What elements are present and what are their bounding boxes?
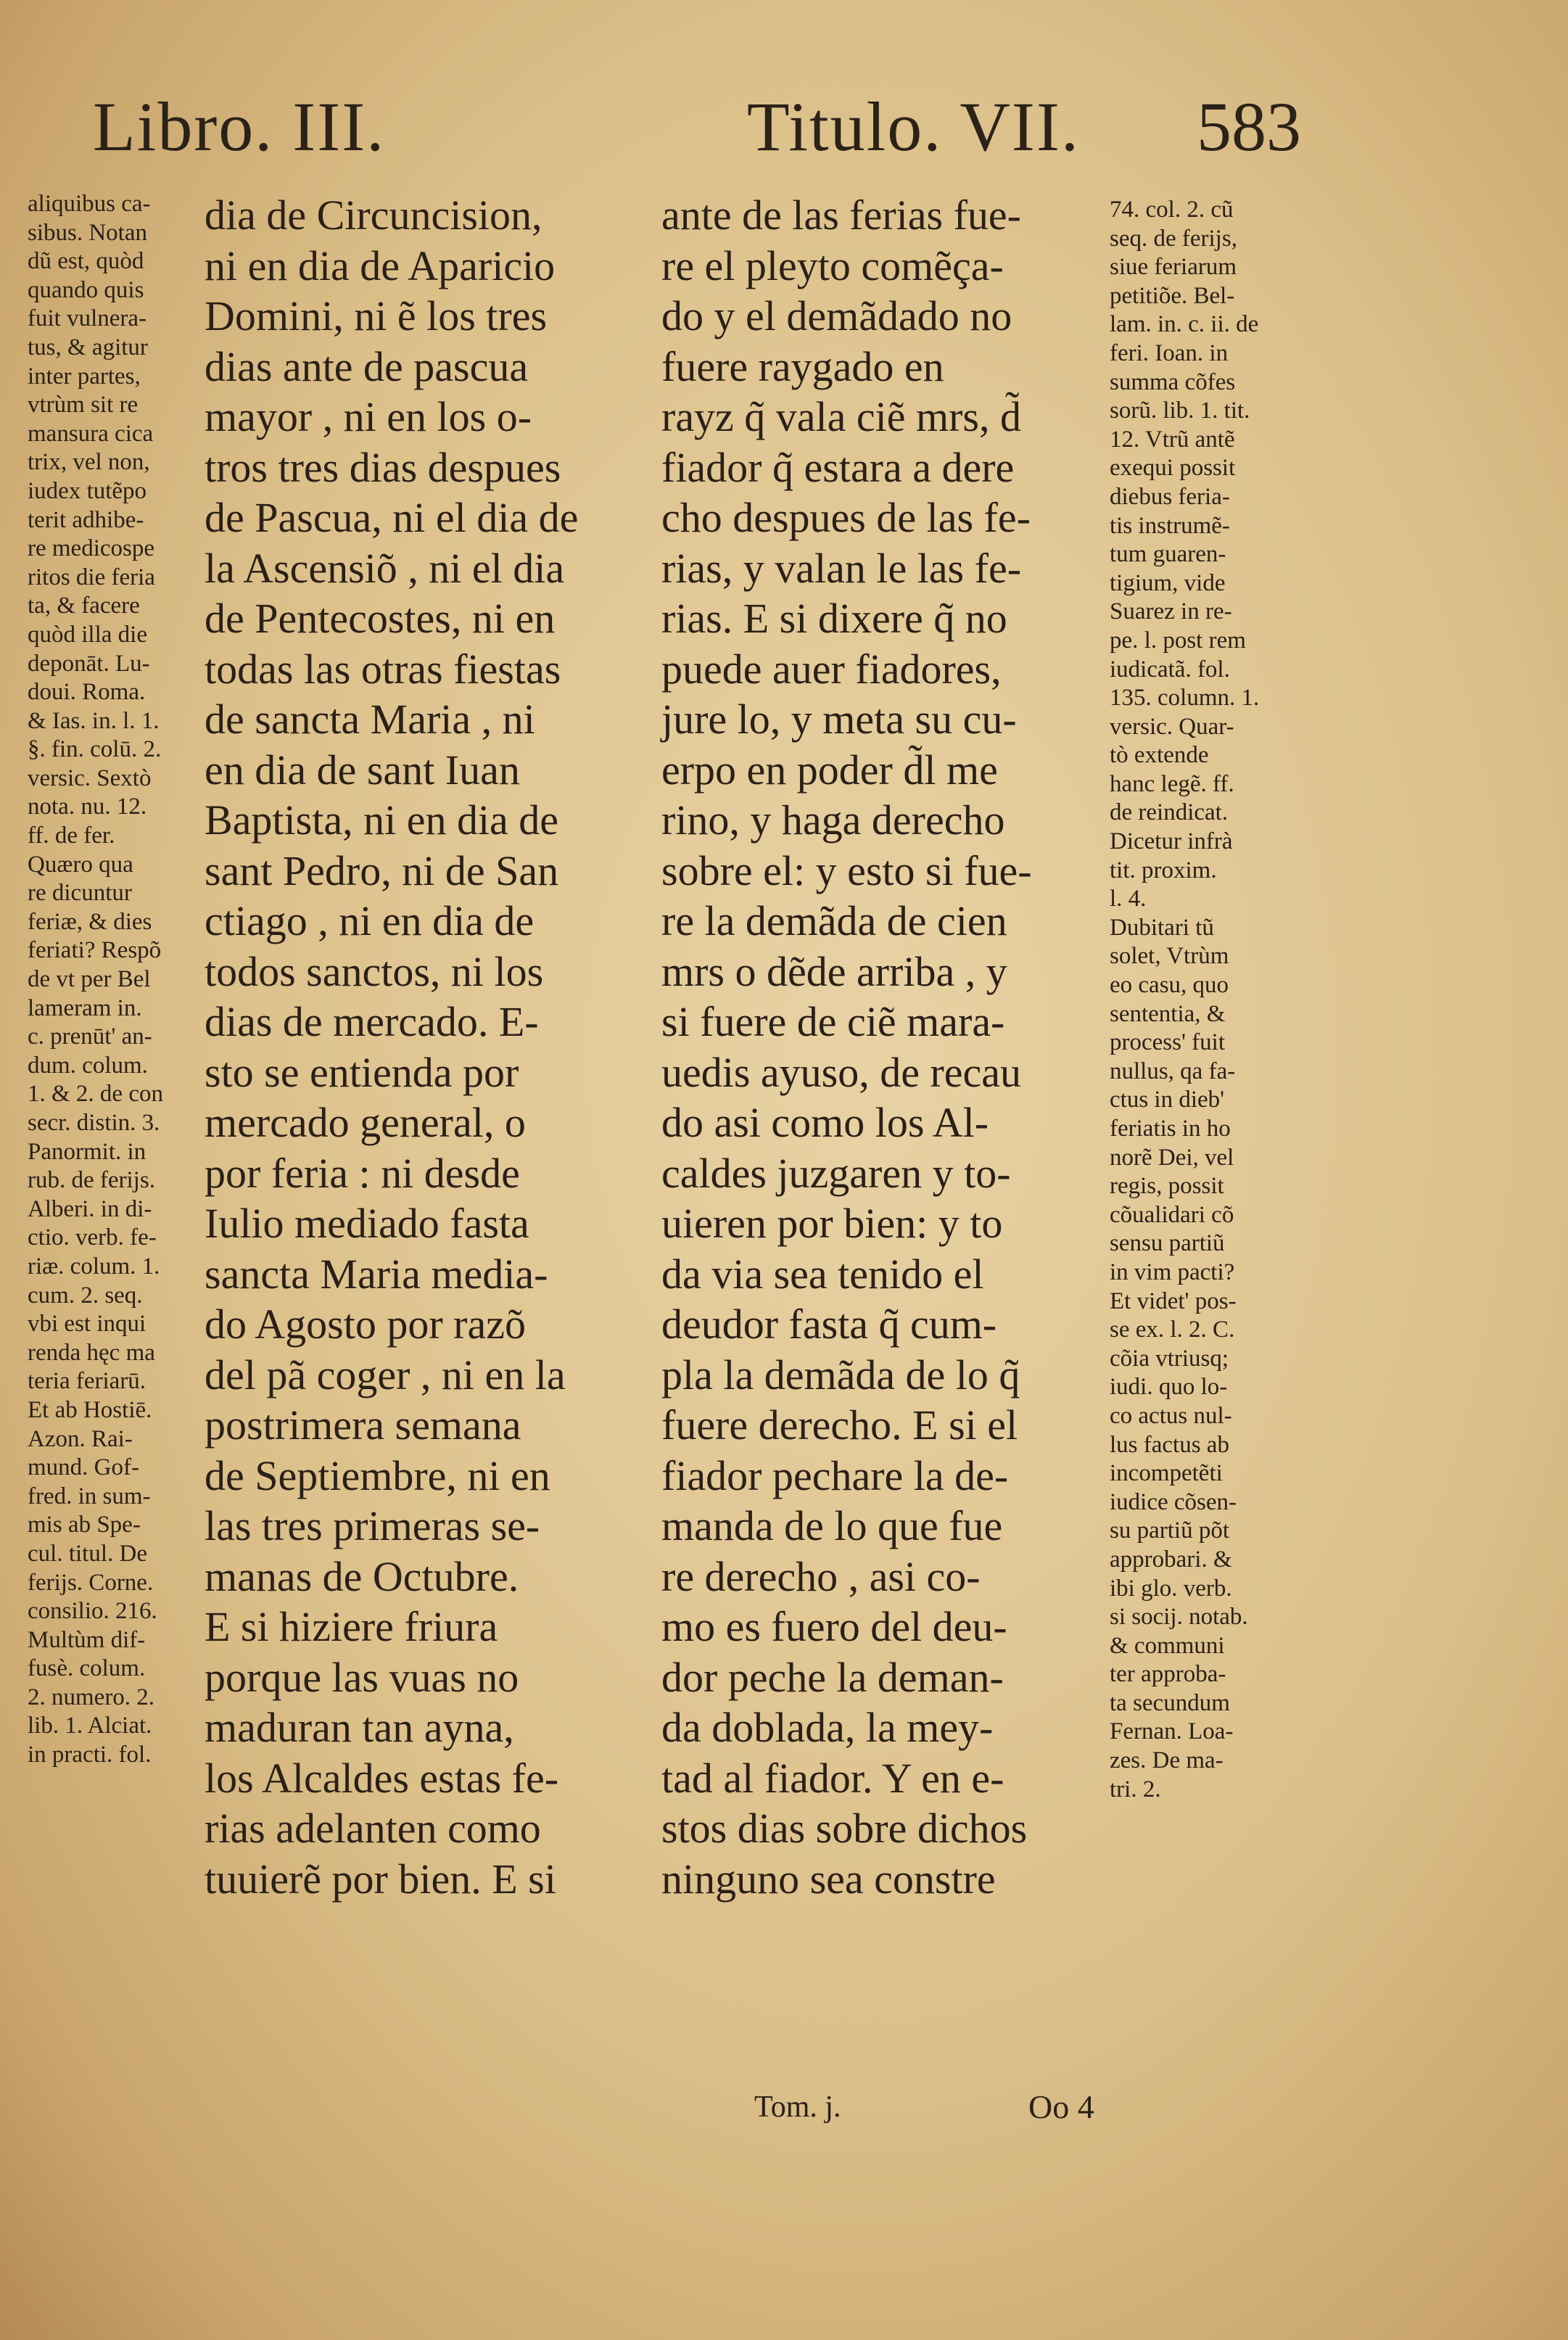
text-line: secr. distin. 3. — [28, 1110, 160, 1136]
text-line: cho despues de las fe- — [661, 494, 1031, 541]
text-line: Et ab Hostiē. — [28, 1396, 152, 1423]
text-line: siue feriarum — [1110, 254, 1237, 281]
text-line: ter approba- — [1110, 1661, 1226, 1688]
text-line: aliquibus ca- — [28, 191, 151, 217]
text-line: feriæ, & dies — [28, 908, 152, 935]
text-line: rias. E si dixere q̃ no — [661, 595, 1007, 642]
left-marginal-gloss — [28, 190, 209, 1770]
text-line: tuuierẽ por bien. E si — [205, 1855, 556, 1903]
text-line: en dia de sant Iuan — [205, 746, 520, 794]
text-line: Dicetur infrà — [1110, 828, 1233, 855]
text-line: Multùm dif- — [28, 1626, 146, 1653]
text-line: ta secundum — [1110, 1689, 1230, 1716]
text-line: c. prenūt' an- — [28, 1023, 152, 1050]
text-line: los Alcaldes estas fe- — [205, 1754, 559, 1802]
text-line: la Ascensiõ , ni el dia — [205, 544, 565, 592]
text-line: lameram in. — [28, 994, 142, 1021]
text-line: re medicospe — [28, 535, 155, 562]
text-line: co actus nul- — [1110, 1402, 1232, 1429]
text-line: mis ab Spe- — [28, 1512, 141, 1538]
text-line: ni en dia de Aparicio — [205, 242, 556, 289]
text-line: da doblada, la mey- — [661, 1704, 994, 1751]
text-line: nota. nu. 12. — [28, 794, 147, 820]
text-line: tò extende — [1110, 742, 1209, 769]
text-line: dias ante de pascua — [205, 342, 529, 390]
text-line: tus, & agitur — [28, 334, 148, 361]
text-line: riæ. colum. 1. — [28, 1253, 160, 1280]
text-line: si fuere de ciẽ mara- — [661, 998, 1005, 1045]
text-line: postrimera semana — [205, 1401, 521, 1449]
text-line: tad al fiador. Y en e- — [661, 1754, 1004, 1802]
text-line: feriatis in ho — [1110, 1116, 1231, 1142]
text-line: cõualidari cõ — [1110, 1201, 1234, 1228]
text-line: lam. in. c. ii. de — [1110, 311, 1259, 338]
text-line: quòd illa die — [28, 621, 147, 648]
text-line: ninguno sea constre — [661, 1855, 996, 1903]
text-line: ta, & facere — [28, 593, 140, 619]
text-line: lus factus ab — [1110, 1431, 1229, 1458]
text-line: porque las vuas no — [205, 1653, 519, 1701]
text-line: inter partes, — [28, 363, 141, 390]
text-line: sobre el: y esto si fue- — [661, 846, 1032, 894]
text-line: su partiũ põt — [1110, 1517, 1229, 1544]
text-line: in vim pacti? — [1110, 1258, 1235, 1285]
text-line: sto se entienda por — [205, 1048, 519, 1096]
text-line: mansura cica — [28, 420, 154, 447]
text-line: tit. proxim. — [1110, 857, 1217, 883]
text-line: de vt per Bel — [28, 966, 151, 993]
text-line: dia de Circuncision, — [205, 191, 542, 239]
text-line: de sancta Maria , ni — [205, 696, 535, 743]
text-line: caldes juzgaren y to- — [661, 1149, 1011, 1197]
text-line: hanc legẽ. ff. — [1110, 770, 1234, 797]
text-line: todas las otras fiestas — [205, 645, 561, 693]
text-line: mo es fuero del deu- — [661, 1603, 1007, 1650]
text-line: E si hiziere friura — [205, 1603, 498, 1650]
text-line: re derecho , asi co- — [661, 1552, 981, 1600]
text-line: dum. colum. — [28, 1052, 148, 1079]
text-line: & Ias. in. l. 1. — [28, 707, 160, 734]
text-line: Iulio mediado fasta — [205, 1200, 529, 1247]
text-line: tigium, vide — [1110, 569, 1226, 596]
text-line: se ex. l. 2. C. — [1110, 1317, 1235, 1343]
text-line: rias adelanten como — [205, 1805, 541, 1852]
text-line: fuere raygado en — [661, 342, 944, 390]
volume-mark: Tom. j. — [754, 2090, 841, 2124]
text-line: versic. Sextò — [28, 765, 152, 791]
text-line: vbi est inqui — [28, 1311, 147, 1338]
text-line: incompetẽti — [1110, 1460, 1223, 1487]
text-line: sensu partiũ — [1110, 1230, 1225, 1257]
text-line: re dicuntur — [28, 880, 132, 907]
text-line: process' fuit — [1110, 1029, 1225, 1056]
text-line: §. fin. colū. 2. — [28, 736, 162, 763]
text-line: fred. in sum- — [28, 1483, 151, 1509]
text-line: uedis ayuso, de recau — [661, 1048, 1022, 1096]
text-line: uieren por bien: y to — [661, 1200, 1003, 1247]
text-line: stos dias sobre dichos — [661, 1805, 1028, 1852]
text-line: Azon. Rai- — [28, 1425, 133, 1452]
text-line: fusè. colum. — [28, 1655, 146, 1682]
text-line: ctus in dieb' — [1110, 1087, 1225, 1113]
text-line: deudor fasta q̃ cum- — [661, 1301, 997, 1348]
text-line: cul. titul. De — [28, 1540, 147, 1567]
text-line: l. 4. — [1110, 886, 1147, 912]
text-line: iudice cõsen- — [1110, 1488, 1237, 1515]
text-line: 2. numero. 2. — [28, 1684, 155, 1710]
text-line: ctiago , ni en dia de — [205, 897, 535, 944]
text-line: Domini, ni ẽ los tres — [205, 292, 548, 339]
text-line: ff. de fer. — [28, 823, 115, 849]
text-line: Quæro qua — [28, 851, 133, 878]
text-line: nullus, qa fa- — [1110, 1058, 1236, 1084]
text-line: tri. 2. — [1110, 1776, 1161, 1803]
text-line: vtrùm sit re — [28, 392, 139, 419]
text-line: regis, possit — [1110, 1173, 1224, 1200]
text-line: mrs o dẽde arriba , y — [661, 947, 1007, 995]
text-line: re la demãda de cien — [661, 897, 1007, 944]
text-line: norẽ Dei, vel — [1110, 1144, 1234, 1171]
text-line: tros tres dias despues — [205, 443, 561, 491]
text-line: de Pascua, ni el dia de — [205, 494, 579, 541]
text-line: terit adhibe- — [28, 506, 144, 533]
text-line: Suarez in re- — [1110, 598, 1232, 625]
text-line: deponāt. Lu- — [28, 650, 150, 677]
text-line: do Agosto por razõ — [205, 1301, 526, 1348]
text-line: si socij. notab. — [1110, 1604, 1248, 1631]
text-line: las tres primeras se- — [205, 1502, 540, 1549]
text-line: lib. 1. Alciat. — [28, 1713, 152, 1739]
text-line: fiador pechare la de- — [661, 1451, 1009, 1499]
text-line: de Septiembre, ni en — [205, 1451, 550, 1499]
text-line: re el pleyto comẽça- — [661, 242, 1004, 289]
text-line: iudicatã. fol. — [1110, 656, 1230, 683]
text-line: do y el demãdado no — [661, 292, 1012, 339]
text-line: sorũ. lib. 1. tit. — [1110, 397, 1250, 424]
text-line: Baptista, ni en dia de — [205, 796, 559, 844]
text-line: sibus. Notan — [28, 219, 147, 246]
text-line: dũ est, quòd — [28, 248, 144, 275]
text-line: tis instrumẽ- — [1110, 512, 1230, 539]
text-line: fuit vulnera- — [28, 305, 147, 332]
text-line: mayor , ni en los o- — [205, 393, 532, 440]
text-line: Panormit. in — [28, 1138, 147, 1165]
text-line: fuere derecho. E si el — [661, 1401, 1018, 1449]
text-line: puede auer fiadores, — [661, 645, 1002, 693]
text-line: de Pentecostes, ni en — [205, 595, 556, 642]
text-line: tum guaren- — [1110, 541, 1226, 568]
text-line: versic. Quar- — [1110, 713, 1234, 740]
text-line: summa cõfes — [1110, 368, 1236, 395]
text-line: 12. Vtrũ antẽ — [1110, 426, 1235, 453]
text-line: mercado general, o — [205, 1099, 526, 1146]
text-line: fiador q̃ estara a dere — [661, 443, 1015, 491]
text-line: 74. col. 2. cũ — [1110, 197, 1234, 223]
text-line: manda de lo que fue — [661, 1502, 1003, 1549]
text-line: solet, Vtrùm — [1110, 943, 1229, 970]
text-line: da via sea tenido el — [661, 1250, 984, 1298]
text-line: rino, y haga derecho — [661, 796, 1005, 844]
text-line: approbari. & — [1110, 1546, 1232, 1573]
text-line: dor peche la deman- — [661, 1653, 1004, 1701]
text-line: seq. de ferijs, — [1110, 225, 1237, 252]
text-line: ferijs. Corne. — [28, 1569, 154, 1596]
text-line: petitiõe. Bel- — [1110, 282, 1235, 309]
text-line: Dubitari tũ — [1110, 914, 1214, 941]
text-line: sancta Maria media- — [205, 1250, 548, 1298]
text-line: pe. l. post rem — [1110, 627, 1246, 654]
text-line: consilio. 216. — [28, 1598, 157, 1625]
text-line: ritos die feria — [28, 564, 155, 590]
text-line: Et videt' pos- — [1110, 1288, 1237, 1314]
text-line: cõia vtriusq; — [1110, 1345, 1229, 1372]
text-line: eo casu, quo — [1110, 972, 1229, 999]
text-line: manas de Octubre. — [205, 1552, 519, 1600]
text-line: cum. 2. seq. — [28, 1282, 143, 1309]
text-line: ante de las ferias fue- — [661, 191, 1021, 239]
text-line: renda hęc ma — [28, 1339, 155, 1366]
text-line: doui. Roma. — [28, 679, 146, 706]
main-text-column-1 — [205, 190, 618, 1904]
running-head-title: Titulo. VII. — [747, 88, 1080, 165]
text-line: rub. de ferijs. — [28, 1167, 155, 1194]
text-line: sententia, & — [1110, 1000, 1226, 1027]
page-number: 583 — [1197, 88, 1301, 165]
main-text-column-2 — [661, 190, 1086, 1904]
text-line: Alberi. in di- — [28, 1195, 152, 1222]
text-line: zes. De ma- — [1110, 1747, 1224, 1774]
text-line: del pã coger , ni en la — [205, 1351, 566, 1398]
text-line: exequi possit — [1110, 455, 1236, 482]
text-line: iudex tutẽpo — [28, 477, 147, 504]
text-line: 135. column. 1. — [1110, 685, 1260, 712]
text-line: iudi. quo lo- — [1110, 1374, 1228, 1401]
text-line: trix, vel non, — [28, 449, 150, 476]
text-line: sant Pedro, ni de San — [205, 846, 559, 894]
text-line: erpo en poder d̃l me — [661, 746, 998, 794]
text-line: ctio. verb. fe- — [28, 1224, 157, 1251]
text-line: Fernan. Loa- — [1110, 1718, 1234, 1745]
text-line: diebus feria- — [1110, 483, 1230, 510]
text-line: teria feriarū. — [28, 1368, 147, 1395]
text-line: todos sanctos, ni los — [205, 947, 544, 995]
text-line: feri. Ioan. in — [1110, 339, 1229, 366]
text-line: maduran tan ayna, — [205, 1704, 514, 1751]
running-head-book: Libro. III. — [93, 88, 386, 165]
text-line: & communi — [1110, 1632, 1225, 1659]
text-line: ibi glo. verb. — [1110, 1575, 1232, 1602]
text-line: in practi. fol. — [28, 1742, 152, 1768]
text-line: do asi como los Al- — [661, 1099, 989, 1146]
text-line: rias, y valan le las fe- — [661, 544, 1022, 592]
text-line: rayz q̃ vala ciẽ mrs, d̃ — [661, 393, 1022, 440]
text-line: dias de mercado. E- — [205, 998, 539, 1045]
text-line: 1. & 2. de con — [28, 1081, 163, 1108]
text-line: quando quis — [28, 276, 144, 303]
text-line: jure lo, y meta su cu- — [661, 696, 1017, 743]
text-line: de reindicat. — [1110, 799, 1229, 826]
text-line: por feria : ni desde — [205, 1149, 520, 1197]
signature-mark: Oo 4 — [1028, 2088, 1094, 2125]
text-line: mund. Gof- — [28, 1454, 139, 1481]
right-marginal-gloss — [1110, 196, 1298, 1804]
text-line: pla la demãda de lo q̃ — [661, 1351, 1020, 1398]
text-line: feriati? Respõ — [28, 937, 162, 964]
